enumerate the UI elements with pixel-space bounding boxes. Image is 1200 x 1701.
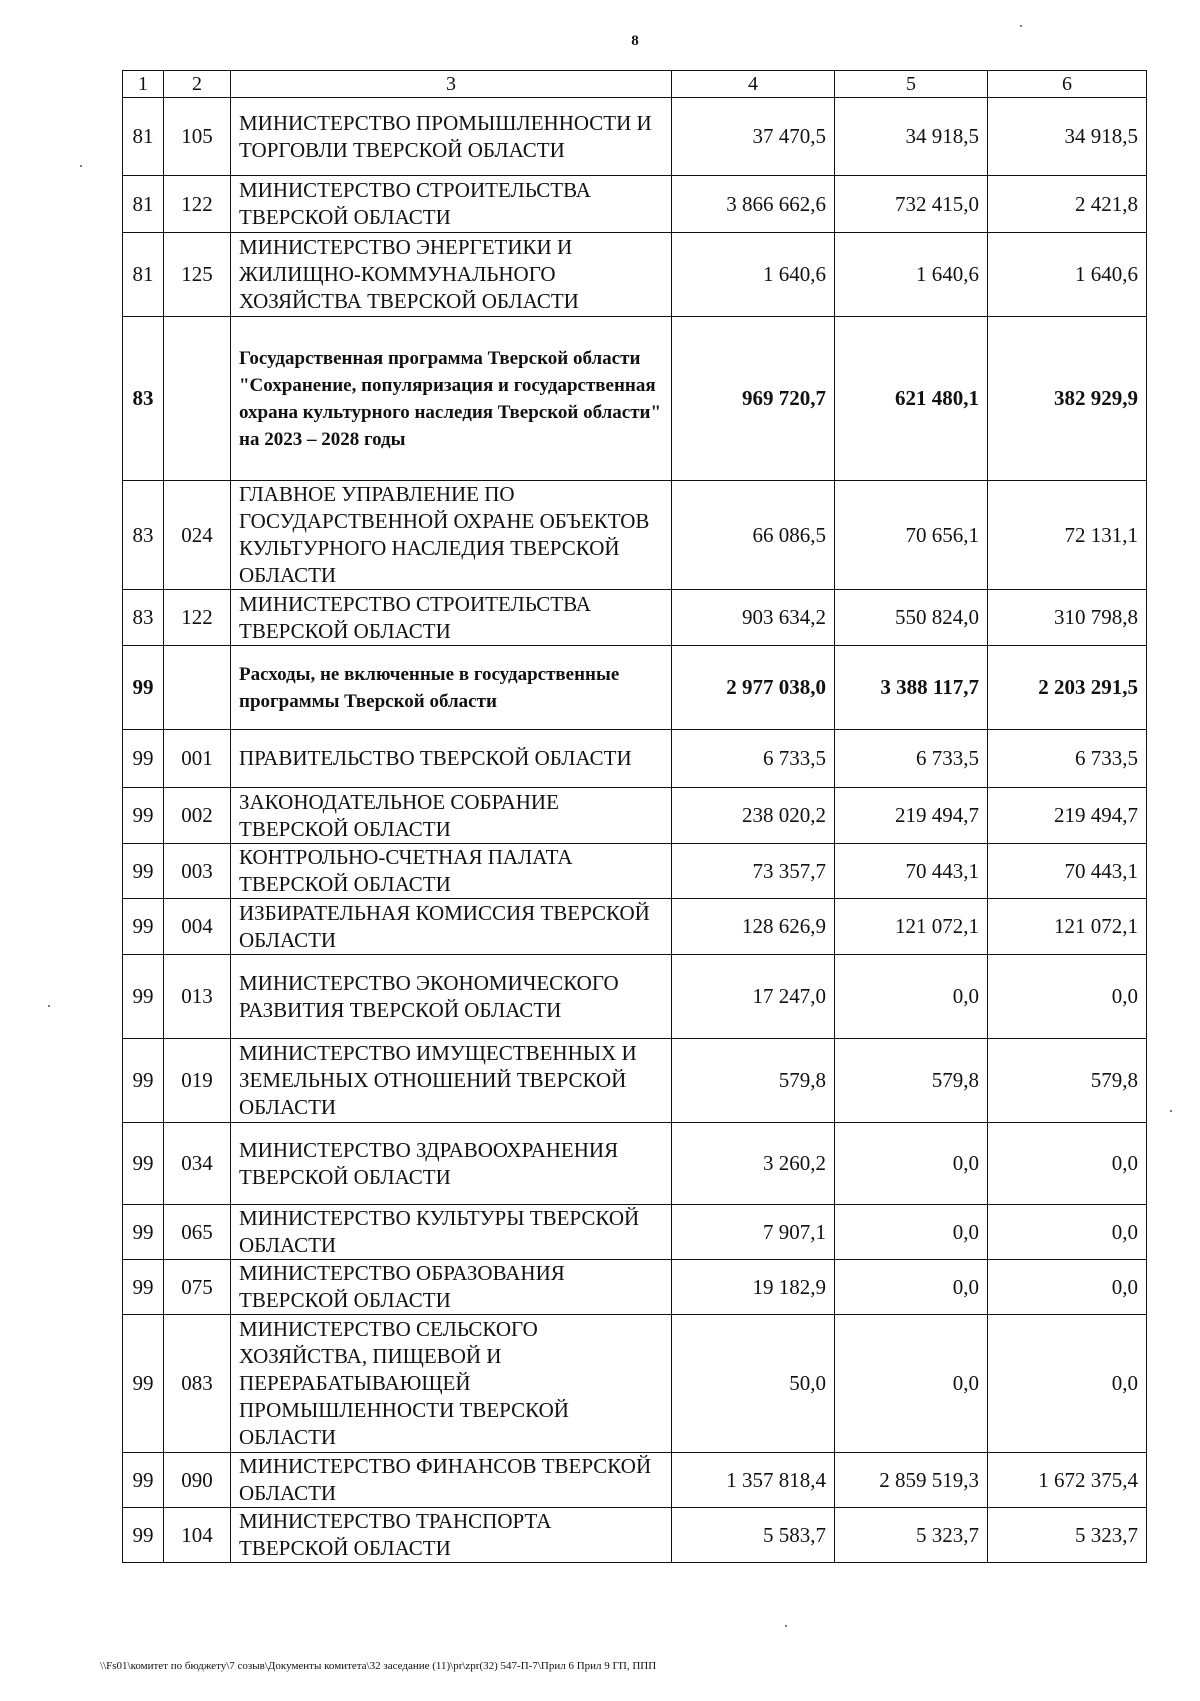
cell-section-code: 99 <box>123 1453 164 1508</box>
cell-department-code: 075 <box>164 1260 231 1315</box>
cell-value-4: 903 634,2 <box>672 590 835 646</box>
cell-name: ЗАКОНОДАТЕЛЬНОЕ СОБРАНИЕ ТВЕРСКОЙ ОБЛАСТИ <box>231 788 672 844</box>
cell-value-6: 72 131,1 <box>988 481 1147 590</box>
file-path-footer: \\Fs01\комитет по бюджету\7 созыв\Документы комитета\32 заседание (11)\pr\zpr(32) 547-П-7\Прил 6 Прил 9 ГП, ППП <box>100 1660 657 1672</box>
cell-department-code: 125 <box>164 233 231 317</box>
scan-speck <box>1170 1110 1172 1112</box>
cell-section-code: 99 <box>123 955 164 1039</box>
cell-value-6: 34 918,5 <box>988 98 1147 176</box>
cell-value-5: 121 072,1 <box>835 899 988 955</box>
budget-table <box>122 70 1147 1563</box>
cell-value-6: 1 640,6 <box>988 233 1147 317</box>
cell-value-6: 579,8 <box>988 1039 1147 1123</box>
cell-department-code: 034 <box>164 1123 231 1205</box>
cell-value-4: 238 020,2 <box>672 788 835 844</box>
cell-name: МИНИСТЕРСТВО СТРОИТЕЛЬСТВА ТВЕРСКОЙ ОБЛАСТИ <box>231 176 672 233</box>
cell-value-5: 70 443,1 <box>835 844 988 899</box>
cell-name: МИНИСТЕРСТВО ПРОМЫШЛЕННОСТИ И ТОРГОВЛИ ТВЕРСКОЙ ОБЛАСТИ <box>231 98 672 176</box>
column-header-4: 4 <box>672 71 835 98</box>
cell-value-6: 5 323,7 <box>988 1508 1147 1563</box>
cell-name: Расходы, не включенные в государственные программы Тверской области <box>231 646 672 730</box>
cell-department-code: 002 <box>164 788 231 844</box>
cell-value-5: 70 656,1 <box>835 481 988 590</box>
cell-section-code: 99 <box>123 1260 164 1315</box>
cell-department-code: 019 <box>164 1039 231 1123</box>
cell-value-4: 73 357,7 <box>672 844 835 899</box>
table-row <box>123 590 1147 646</box>
table-row <box>123 844 1147 899</box>
cell-value-4: 579,8 <box>672 1039 835 1123</box>
cell-value-6: 2 203 291,5 <box>988 646 1147 730</box>
table-row <box>123 730 1147 788</box>
cell-value-4: 66 086,5 <box>672 481 835 590</box>
cell-department-code: 065 <box>164 1205 231 1260</box>
cell-name: КОНТРОЛЬНО-СЧЕТНАЯ ПАЛАТА ТВЕРСКОЙ ОБЛАСТИ <box>231 844 672 899</box>
cell-value-4: 19 182,9 <box>672 1260 835 1315</box>
cell-section-code: 99 <box>123 1123 164 1205</box>
cell-section-code: 99 <box>123 1205 164 1260</box>
cell-value-6: 70 443,1 <box>988 844 1147 899</box>
cell-department-code <box>164 317 231 481</box>
cell-value-5: 3 388 117,7 <box>835 646 988 730</box>
cell-section-code: 81 <box>123 233 164 317</box>
cell-section-code: 99 <box>123 1508 164 1563</box>
cell-section-code: 99 <box>123 788 164 844</box>
table-row <box>123 176 1147 233</box>
cell-value-4: 2 977 038,0 <box>672 646 835 730</box>
table-row <box>123 233 1147 317</box>
column-header-6: 6 <box>988 71 1147 98</box>
cell-value-4: 1 640,6 <box>672 233 835 317</box>
cell-name: МИНИСТЕРСТВО ЭКОНОМИЧЕСКОГО РАЗВИТИЯ ТВЕРСКОЙ ОБЛАСТИ <box>231 955 672 1039</box>
cell-department-code: 013 <box>164 955 231 1039</box>
cell-value-5: 0,0 <box>835 1260 988 1315</box>
table-row <box>123 98 1147 176</box>
cell-value-5: 0,0 <box>835 1205 988 1260</box>
cell-value-4: 37 470,5 <box>672 98 835 176</box>
scan-speck <box>48 1005 50 1007</box>
table-row <box>123 1260 1147 1315</box>
cell-section-code: 81 <box>123 176 164 233</box>
cell-value-6: 0,0 <box>988 1123 1147 1205</box>
table-row <box>123 1039 1147 1123</box>
column-header-2: 2 <box>164 71 231 98</box>
cell-value-6: 6 733,5 <box>988 730 1147 788</box>
table-row <box>123 1508 1147 1563</box>
cell-department-code: 083 <box>164 1315 231 1453</box>
cell-value-4: 969 720,7 <box>672 317 835 481</box>
cell-name: ИЗБИРАТЕЛЬНАЯ КОМИССИЯ ТВЕРСКОЙ ОБЛАСТИ <box>231 899 672 955</box>
cell-value-6: 0,0 <box>988 955 1147 1039</box>
cell-section-code: 99 <box>123 646 164 730</box>
cell-value-5: 0,0 <box>835 1123 988 1205</box>
table-row <box>123 899 1147 955</box>
table-header-row <box>123 71 1147 98</box>
cell-name: МИНИСТЕРСТВО ФИНАНСОВ ТВЕРСКОЙ ОБЛАСТИ <box>231 1453 672 1508</box>
scan-speck <box>785 1625 787 1627</box>
cell-value-5: 219 494,7 <box>835 788 988 844</box>
cell-section-code: 99 <box>123 730 164 788</box>
cell-value-6: 310 798,8 <box>988 590 1147 646</box>
table-row <box>123 955 1147 1039</box>
table-row <box>123 317 1147 481</box>
cell-section-code: 99 <box>123 899 164 955</box>
table-row <box>123 1315 1147 1453</box>
cell-section-code: 99 <box>123 1315 164 1453</box>
cell-value-5: 2 859 519,3 <box>835 1453 988 1508</box>
cell-value-6: 0,0 <box>988 1205 1147 1260</box>
column-header-1: 1 <box>123 71 164 98</box>
table-row <box>123 1123 1147 1205</box>
cell-section-code: 83 <box>123 590 164 646</box>
cell-name: МИНИСТЕРСТВО ЭНЕРГЕТИКИ И ЖИЛИЩНО-КОММУНАЛЬНОГО ХОЗЯЙСТВА ТВЕРСКОЙ ОБЛАСТИ <box>231 233 672 317</box>
cell-name: МИНИСТЕРСТВО СЕЛЬСКОГО ХОЗЯЙСТВА, ПИЩЕВОЙ И ПЕРЕРАБАТЫВАЮЩЕЙ ПРОМЫШЛЕННОСТИ ТВЕРСКОЙ ОБЛАСТИ <box>231 1315 672 1453</box>
cell-value-5: 0,0 <box>835 955 988 1039</box>
table-row <box>123 788 1147 844</box>
table-row <box>123 481 1147 590</box>
cell-value-5: 732 415,0 <box>835 176 988 233</box>
cell-department-code: 105 <box>164 98 231 176</box>
cell-value-6: 121 072,1 <box>988 899 1147 955</box>
cell-value-6: 219 494,7 <box>988 788 1147 844</box>
cell-value-4: 7 907,1 <box>672 1205 835 1260</box>
table-row <box>123 646 1147 730</box>
table-body <box>123 98 1147 1563</box>
cell-value-4: 6 733,5 <box>672 730 835 788</box>
column-header-5: 5 <box>835 71 988 98</box>
cell-name: МИНИСТЕРСТВО ОБРАЗОВАНИЯ ТВЕРСКОЙ ОБЛАСТИ <box>231 1260 672 1315</box>
cell-value-5: 550 824,0 <box>835 590 988 646</box>
cell-value-5: 1 640,6 <box>835 233 988 317</box>
cell-section-code: 81 <box>123 98 164 176</box>
cell-value-5: 579,8 <box>835 1039 988 1123</box>
table-row <box>123 1453 1147 1508</box>
cell-value-5: 6 733,5 <box>835 730 988 788</box>
cell-department-code: 090 <box>164 1453 231 1508</box>
scan-speck <box>1020 25 1022 27</box>
cell-name: МИНИСТЕРСТВО ИМУЩЕСТВЕННЫХ И ЗЕМЕЛЬНЫХ ОТНОШЕНИЙ ТВЕРСКОЙ ОБЛАСТИ <box>231 1039 672 1123</box>
cell-value-6: 382 929,9 <box>988 317 1147 481</box>
cell-value-4: 50,0 <box>672 1315 835 1453</box>
cell-section-code: 83 <box>123 481 164 590</box>
cell-value-5: 34 918,5 <box>835 98 988 176</box>
cell-name: Государственная программа Тверской области "Сохранение, популяризация и государственная охрана культурного наследия Тверской области" на 2023 – 2028 годы <box>231 317 672 481</box>
cell-department-code: 003 <box>164 844 231 899</box>
cell-name: МИНИСТЕРСТВО ЗДРАВООХРАНЕНИЯ ТВЕРСКОЙ ОБЛАСТИ <box>231 1123 672 1205</box>
cell-name: МИНИСТЕРСТВО ТРАНСПОРТА ТВЕРСКОЙ ОБЛАСТИ <box>231 1508 672 1563</box>
column-header-3: 3 <box>231 71 672 98</box>
cell-department-code: 122 <box>164 590 231 646</box>
cell-value-4: 128 626,9 <box>672 899 835 955</box>
cell-value-6: 0,0 <box>988 1260 1147 1315</box>
cell-department-code: 001 <box>164 730 231 788</box>
cell-department-code: 122 <box>164 176 231 233</box>
cell-value-4: 3 866 662,6 <box>672 176 835 233</box>
scan-speck <box>80 165 82 167</box>
cell-value-4: 5 583,7 <box>672 1508 835 1563</box>
cell-name: ПРАВИТЕЛЬСТВО ТВЕРСКОЙ ОБЛАСТИ <box>231 730 672 788</box>
cell-value-4: 1 357 818,4 <box>672 1453 835 1508</box>
cell-section-code: 83 <box>123 317 164 481</box>
cell-department-code: 024 <box>164 481 231 590</box>
cell-name: МИНИСТЕРСТВО СТРОИТЕЛЬСТВА ТВЕРСКОЙ ОБЛАСТИ <box>231 590 672 646</box>
cell-section-code: 99 <box>123 1039 164 1123</box>
cell-name: ГЛАВНОЕ УПРАВЛЕНИЕ ПО ГОСУДАРСТВЕННОЙ ОХРАНЕ ОБЪЕКТОВ КУЛЬТУРНОГО НАСЛЕДИЯ ТВЕРСКОЙ ОБЛАСТИ <box>231 481 672 590</box>
cell-value-4: 17 247,0 <box>672 955 835 1039</box>
cell-value-5: 0,0 <box>835 1315 988 1453</box>
cell-value-6: 1 672 375,4 <box>988 1453 1147 1508</box>
cell-value-4: 3 260,2 <box>672 1123 835 1205</box>
table-row <box>123 1205 1147 1260</box>
cell-section-code: 99 <box>123 844 164 899</box>
cell-department-code: 104 <box>164 1508 231 1563</box>
cell-value-6: 0,0 <box>988 1315 1147 1453</box>
cell-department-code <box>164 646 231 730</box>
cell-value-5: 621 480,1 <box>835 317 988 481</box>
cell-value-6: 2 421,8 <box>988 176 1147 233</box>
page-number: 8 <box>631 33 639 49</box>
cell-name: МИНИСТЕРСТВО КУЛЬТУРЫ ТВЕРСКОЙ ОБЛАСТИ <box>231 1205 672 1260</box>
cell-value-5: 5 323,7 <box>835 1508 988 1563</box>
cell-department-code: 004 <box>164 899 231 955</box>
